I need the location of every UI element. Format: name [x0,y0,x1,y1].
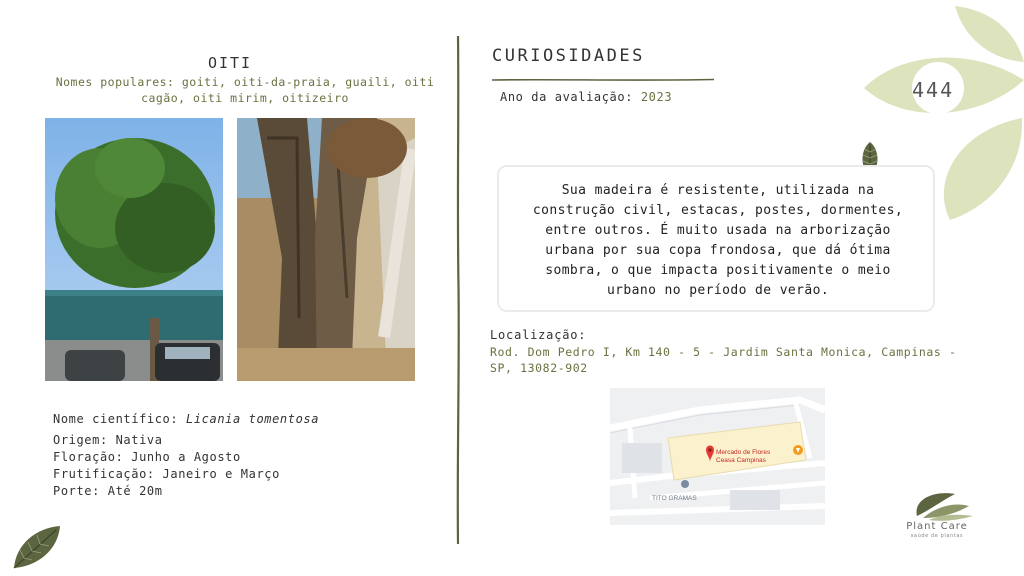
map-place-name: Mercado de Flores Ceasa Campinas [716,449,771,464]
location-map[interactable] [610,388,825,525]
scientific-name: Licania tomentosa [186,412,320,426]
badge-number: 444 [912,78,955,102]
title-underline [492,68,714,74]
scientific-name-line [53,412,319,426]
logo-tagline: saúde de plantas [910,533,964,539]
curiosities-title: CURIOSIDADES [492,46,645,66]
year-value: 2023 [640,90,673,104]
leaf-icon [10,522,64,572]
scientific-name-label: Nome científico: [53,412,187,426]
location-address: Rod. Dom Pedro I, Km 140 - 5 - Jardim Santa Monica, Campinas - SP, 13082-902 [490,345,957,375]
year-label: Ano da avaliação: [500,90,641,104]
location-label: Localização: [490,328,587,342]
logo-name: Plant Care [906,521,968,532]
evaluation-year [500,90,672,104]
map-poi-name: TITO GRAMAS [652,495,697,502]
popular-names: Nomes populares: goiti, oiti-da-praia, guaili, oiti cagão, oiti mirim, oitizeiro [55,75,435,105]
plant-size: Porte: Até 20m [53,484,163,498]
column-divider [455,36,461,544]
flowering: Floração: Junho a Agosto [53,450,241,464]
trunk-photo [237,118,415,381]
plant-facts [53,432,280,500]
plant-name: OITI [207,54,253,72]
tree-photo [45,118,223,381]
curiosity-text: Sua madeira é resistente, utilizada na construção civil, estacas, postes, dormentes, entre outros. É muito usada na arborização urbana por sua copa frondosa, que dá ótima sombra, o que impacta positivamente o meio urbano no período de verão. [532,183,904,298]
fruiting: Frutificação: Janeiro e Março [53,467,280,481]
origin: Origem: Nativa [53,433,163,447]
decorative-leaves [860,0,1024,225]
